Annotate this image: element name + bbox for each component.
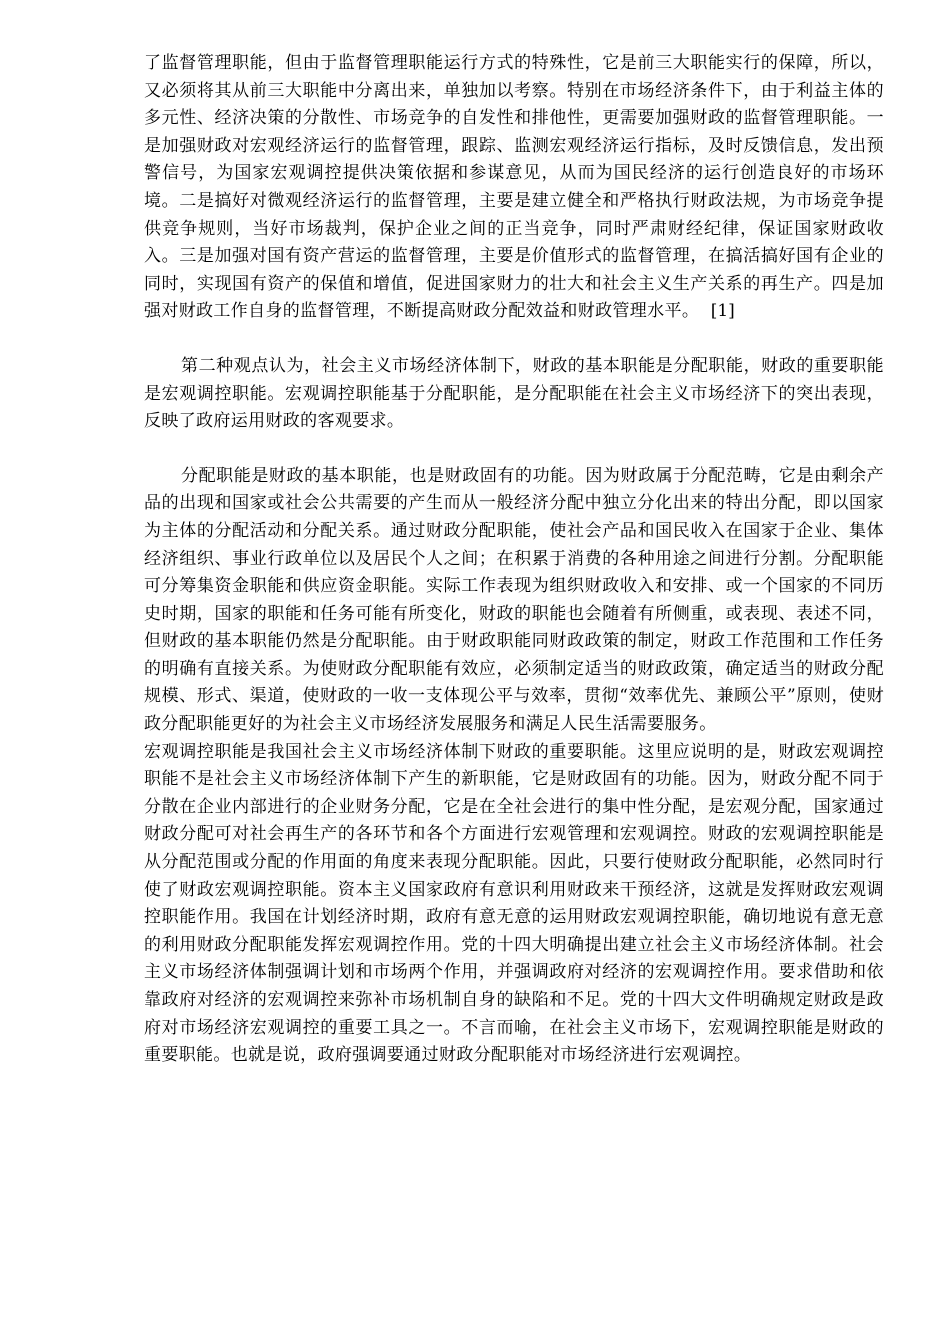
citation-marker: [1] — [710, 301, 735, 322]
paragraph-text: 宏观调控职能是我国社会主义市场经济体制下财政的重要职能。这里应说明的是，财政宏观调控职能不是社会主义市场经济体制下产生的新职能，它是财政固有的功能。因为，财政分配不同于分散在企业内部进行的企业财务分配，它是在全社会进行的集中性分配，是宏观分配，国家通过财政分配可对社会再生产的各环节和各个方面进行宏观管理和宏观调控。财政的宏观调控职能是从分配范围或分配的作用面的角度来表现分配职能。因此，只要行使财政分配职能，必然同时行使了财政宏观调控职能。资本主义国家政府有意识利用财政来干预经济，这就是发挥财政宏观调控职能作用。我国在计划经济时期，政府有意无意的运用财政宏观调控职能，确切地说有意无意的利用财政分配职能发挥宏观调控作用。党的十四大明确提出建立社会主义市场经济体制。社会主义市场经济体制强调计划和市场两个作用，并强调政府对经济的宏观调控作用。要求借助和依靠政府对经济的宏观调控来弥补市场机制自身的缺陷和不足。党的十四大文件明确规定财政是政府对市场经济宏观调控的重要工具之一。不言而喻，在社会主义市场下，宏观调控职能是财政的重要职能。也就是说，政府强调要通过财政分配职能对市场经济进行宏观调控。 — [144, 741, 884, 1066]
paragraph-text: 第二种观点认为，社会主义市场经济体制下，财政的基本职能是分配职能，财政的重要职能是宏观调控职能。宏观调控职能基于分配职能，是分配职能在社会主义市场经济下的突出表现，反映了政府运用财政的客观要求。 — [144, 355, 884, 432]
document-page — [144, 50, 884, 1070]
paragraph-text: 了监督管理职能，但由于监督管理职能运行方式的特殊性，它是前三大职能实行的保障，所以，又必须将其从前三大职能中分离出来，单独加以考察。特别在市场经济条件下，由于利益主体的多元性、经济决策的分散性、市场竞争的自发性和排他性，更需要加强财政的监督管理职能。一是加强财政对宏观经济运行的监督管理，跟踪、监测宏观经济运行指标，及时反馈信息，发出预警信号，为国家宏观调控提供决策依据和参谋意见，从而为国民经济的运行创造良好的市场环境。二是搞好对微观经济运行的监督管理，主要是建立健全和严格执行财政法规，为市场竞争提供竞争规则，当好市场裁判，保护企业之间的正当竞争，同时严肃财经纪律，保证国家财政收入。三是加强对国有资产营运的监督管理，主要是价值形式的监督管理，在搞活搞好国有企业的同时，实现国有资产的保值和增值，促进国家财力的壮大和社会主义生产关系的再生产。四是加强对财政工作自身的监督管理，不断提高财政分配效益和财政管理水平。 — [144, 53, 884, 322]
paragraph-text: 分配职能是财政的基本职能，也是财政固有的功能。因为财政属于分配范畴，它是由剩余产品的出现和国家或社会公共需要的产生而从一般经济分配中独立分化出来的特出分配，即以国家为主体的分配活动和分配关系。通过财政分配职能，使社会产品和国民收入在国家于企业、集体经济组织、事业行政单位以及居民个人之间；在积累于消费的各种用途之间进行分割。分配职能可分筹集资金职能和供应资金职能。实际工作表现为组织财政收入和安排、或一个国家的不同历史时期，国家的职能和任务可能有所变化，财政的职能也会随着有所侧重，或表现、表述不同，但财政的基本职能仍然是分配职能。由于财政职能同财政政策的制定，财政工作范围和工作任务的明确有直接关系。为使财政分配职能有效应，必须制定适当的财政政策，确定适当的财政分配规模、形式、渠道，使财政的一收一支体现公平与效率，贯彻“效率优先、兼顾公平”原则，使财政分配职能更好的为社会主义市场经济发展服务和满足人民生活需要服务。 — [144, 465, 884, 735]
paragraph-distribution-function — [144, 463, 884, 739]
paragraph-second-viewpoint — [144, 353, 884, 436]
paragraph-macro-regulation-function — [144, 739, 884, 1070]
paragraph-supervision-function — [144, 50, 884, 326]
